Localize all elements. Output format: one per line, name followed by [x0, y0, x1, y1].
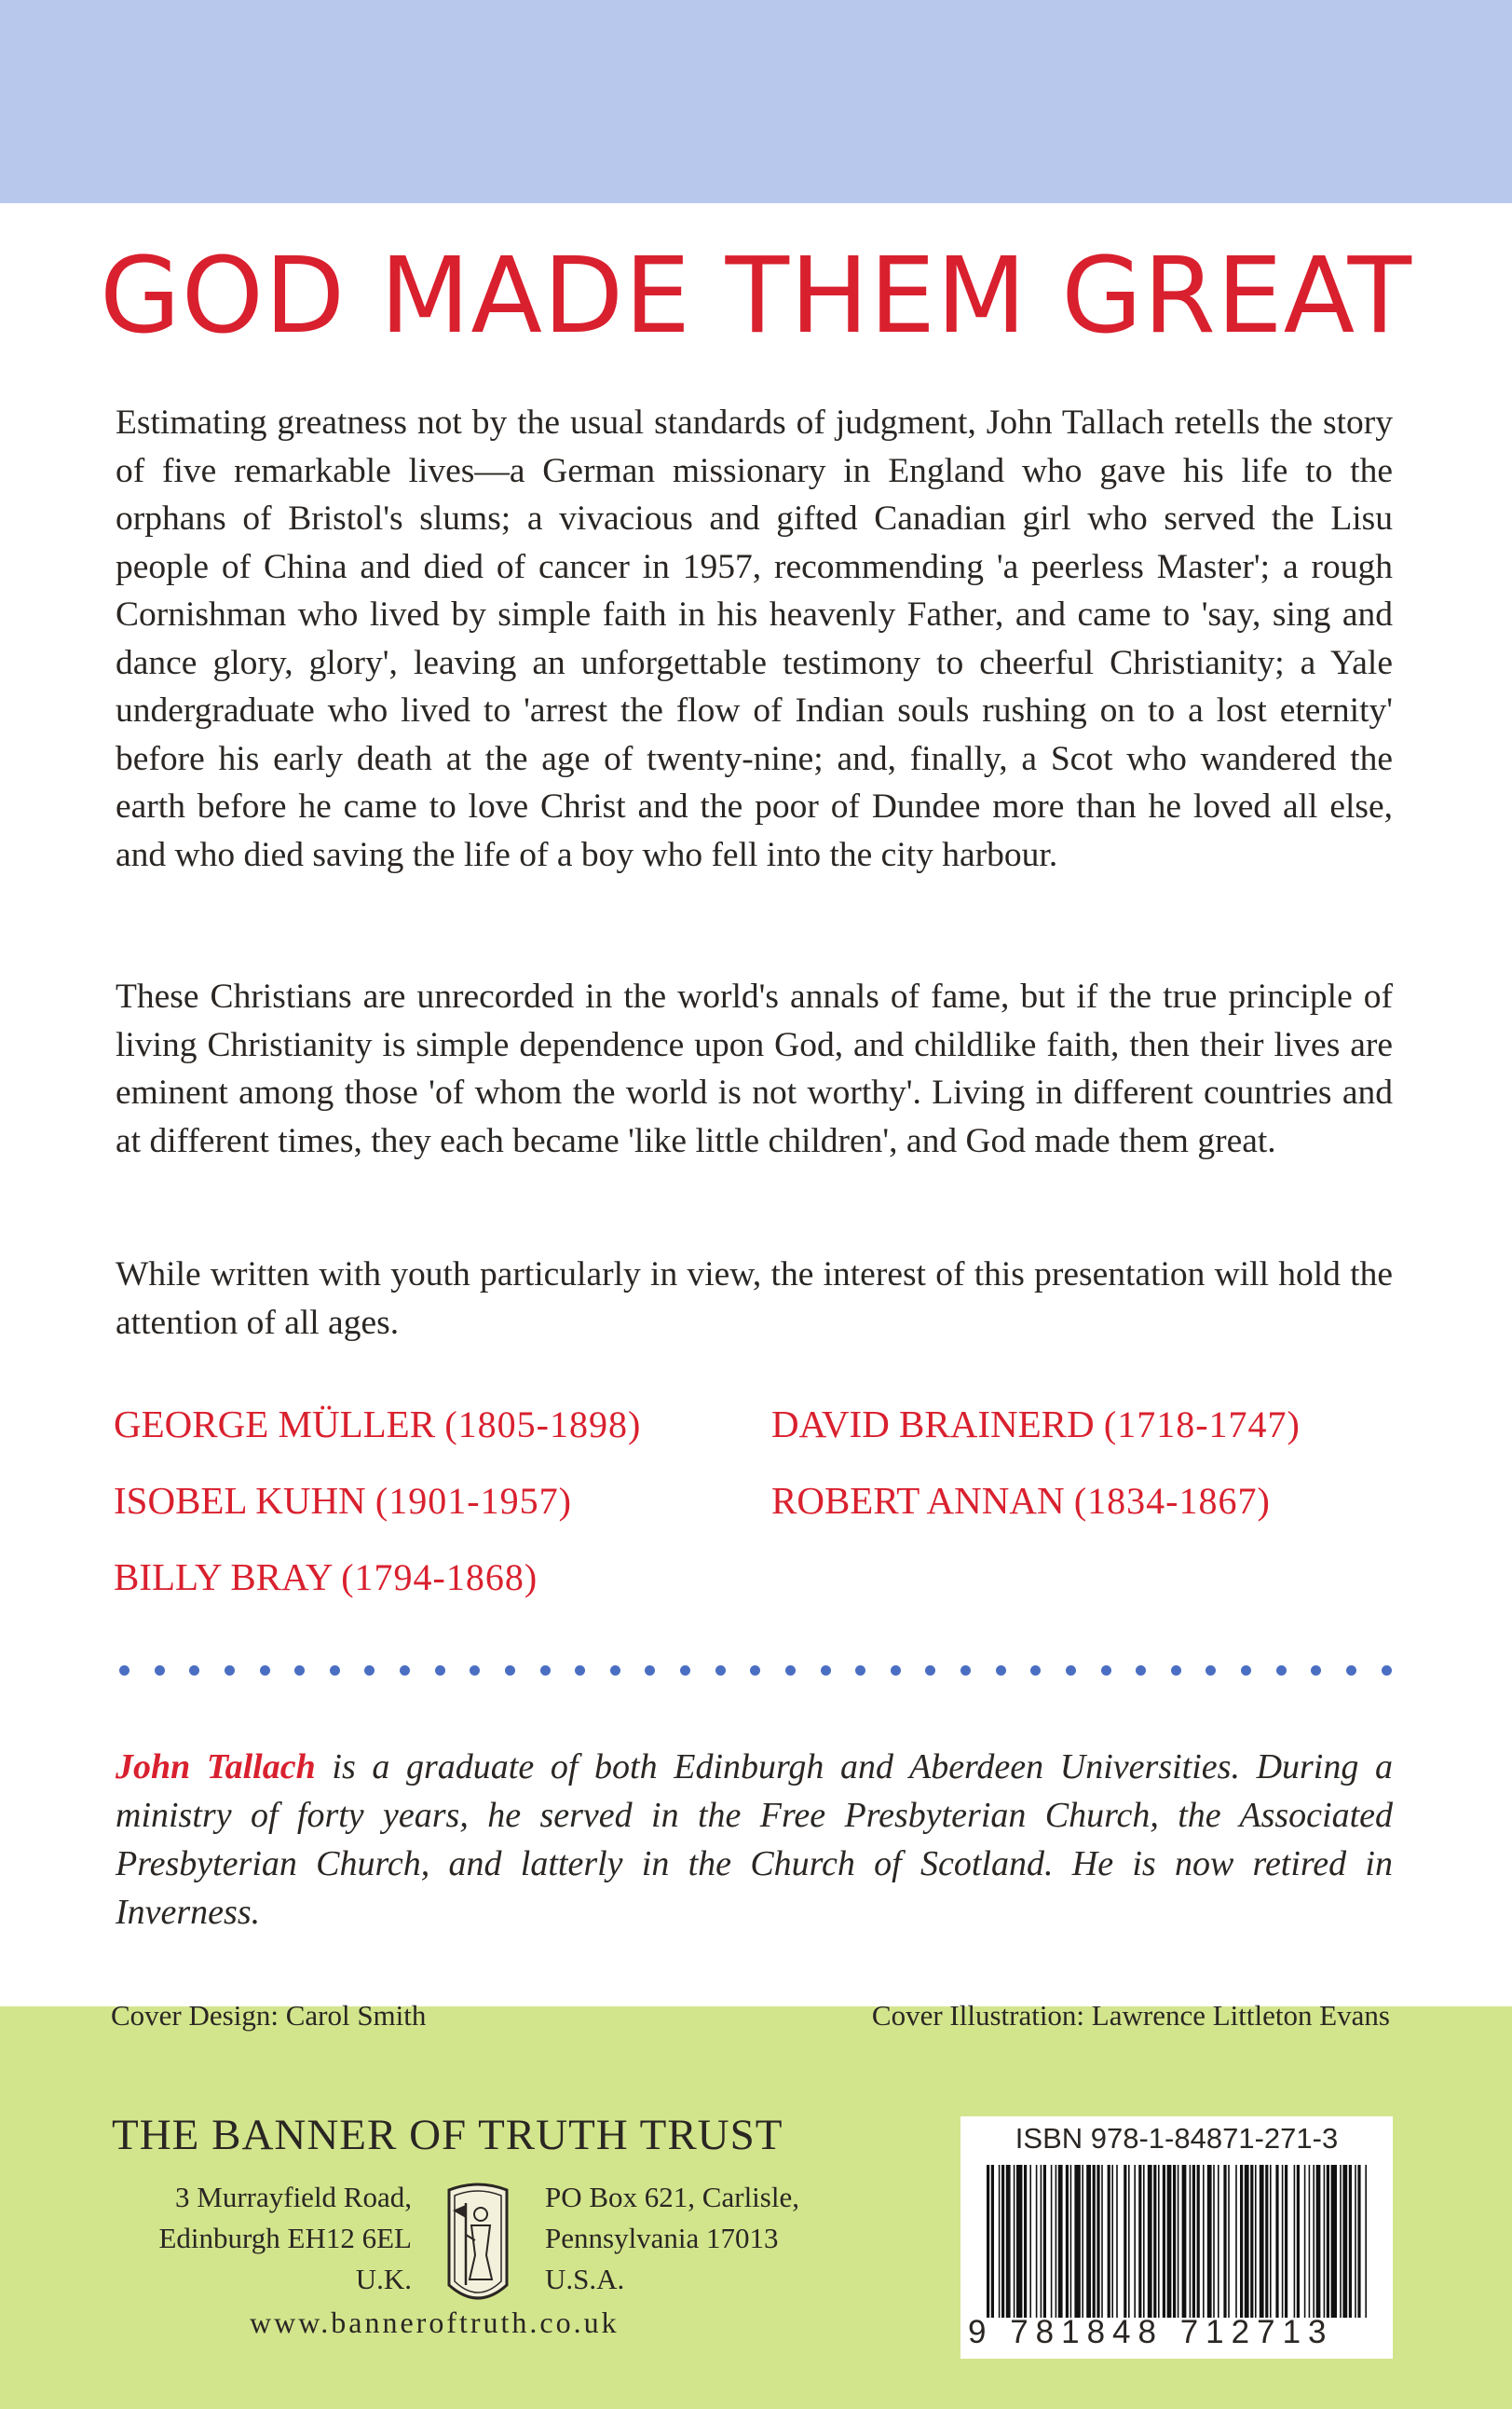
divider-dot	[1171, 1665, 1181, 1676]
divider-dot	[435, 1665, 445, 1676]
life-dates: (1901-1957)	[375, 1480, 572, 1522]
address-line: Edinburgh EH12 6EL	[158, 2222, 412, 2254]
cover-design-credit: Cover Design: Carol Smith	[111, 1999, 427, 2032]
divider-dot	[960, 1665, 971, 1676]
top-color-band	[0, 0, 1512, 203]
divider-dot	[470, 1665, 480, 1676]
life-dates: (1834-1867)	[1073, 1480, 1271, 1522]
divider-dot	[540, 1665, 551, 1676]
divider-dot	[225, 1665, 235, 1676]
divider-dot	[1136, 1665, 1146, 1676]
life-dates: (1718-1747)	[1103, 1403, 1301, 1445]
life-name: ROBERT ANNAN	[771, 1479, 1065, 1522]
address-line: U.S.A.	[545, 2263, 625, 2295]
address-line: 3 Murrayfield Road,	[175, 2181, 412, 2213]
life-entry	[771, 1405, 1301, 1444]
divider-dot	[855, 1665, 865, 1676]
dotted-divider	[119, 1665, 1392, 1677]
divider-dot	[1346, 1665, 1356, 1676]
divider-dot	[785, 1665, 796, 1676]
divider-dot	[505, 1665, 515, 1676]
barcode-digits: 9 781848 712713	[968, 2314, 1334, 2350]
divider-dot	[1382, 1665, 1392, 1676]
divider-dot	[715, 1665, 726, 1676]
cover-illustration-credit: Cover Illustration: Lawrence Littleton Evans	[871, 1999, 1390, 2032]
divider-dot	[400, 1665, 410, 1676]
divider-dot	[1066, 1665, 1076, 1676]
life-entry	[114, 1555, 538, 1598]
life-name: GEORGE MÜLLER	[114, 1403, 436, 1445]
divider-dot	[1030, 1665, 1041, 1676]
divider-dot	[1241, 1665, 1251, 1676]
divider-dot	[610, 1665, 620, 1676]
life-name: DAVID BRAINERD	[771, 1403, 1095, 1445]
divider-dot	[645, 1665, 655, 1676]
divider-dot	[750, 1665, 760, 1676]
life-dates: (1794-1868)	[341, 1556, 538, 1598]
life-name: ISOBEL KUHN	[114, 1479, 366, 1522]
divider-dot	[891, 1665, 901, 1676]
life-dates: (1805-1898)	[444, 1403, 642, 1445]
address-us	[545, 2177, 799, 2300]
isbn-label: ISBN 978-1-84871-271-3	[1015, 2122, 1339, 2155]
address-line: Pennsylvania 17013	[545, 2222, 779, 2254]
address-line: U.K.	[355, 2263, 412, 2295]
divider-dot	[294, 1665, 305, 1676]
divider-dot	[119, 1665, 129, 1676]
publisher-website-link[interactable]: www.banneroftruth.co.uk	[250, 2306, 620, 2339]
divider-dot	[821, 1665, 831, 1676]
isbn-barcode	[960, 2116, 1393, 2359]
author-name: John Tallach	[116, 1747, 316, 1786]
divider-dot	[680, 1665, 690, 1676]
divider-dot	[1206, 1665, 1216, 1676]
banner-emblem-icon	[430, 2175, 525, 2315]
divider-dot	[330, 1665, 340, 1676]
description-paragraph-1: Estimating greatness not by the usual standards of judgment, John Tallach retells the story of five remarkable lives—a German missionary in England who gave his life to the orphans of Bristol's slums; a vivacious and gifted Canadian girl who served the Lisu people of China and died of cancer in 1957, recommending 'a peerless Master'; a rough Cornishman who lived by simple faith in his heavenly Father, and came to 'say, sing and dance glory, glory', leaving an unforgettable testimony to cheerful Christianity; a Yale undergraduate who lived to 'arrest the flow of Indian souls rushing on to a lost eternity' before his early death at the age of twenty-nine; and, finally, a Scot who wandered the earth before he came to love Christ and the poor of Dundee more than he loved all else, and who died saving the life of a boy who fell into the city harbour.	[116, 404, 1393, 874]
publisher-name: THE BANNER OF TRUTH TRUST	[112, 2111, 783, 2159]
divider-dot	[996, 1665, 1006, 1676]
address-uk	[112, 2177, 412, 2300]
description-paragraph-3: While written with youth particularly in view, the interest of this presentation will hold the attention of all ages.	[116, 1255, 1393, 1342]
divider-dot	[1101, 1665, 1111, 1676]
book-title: GOD MADE THEM GREAT	[100, 236, 1412, 357]
life-entry	[114, 1479, 572, 1522]
description-paragraph-2: These Christians are unrecorded in the world's annals of fame, but if the true principle of living Christianity is simple dependence upon God, and childlike faith, then their lives are eminent among those 'of whom the world is not worthy'. Living in different countries and at different times, they each became 'like little children', and God made them great.	[116, 978, 1393, 1160]
life-name: BILLY BRAY	[114, 1555, 332, 1598]
divider-dot	[155, 1665, 165, 1676]
divider-dot	[364, 1665, 375, 1676]
life-entry	[114, 1405, 641, 1444]
divider-dot	[189, 1665, 199, 1676]
author-bio	[116, 1743, 1393, 1937]
divider-dot	[575, 1665, 585, 1676]
divider-dot	[1311, 1665, 1321, 1676]
barcode-icon	[985, 2165, 1369, 2318]
address-line: PO Box 621, Carlisle,	[545, 2181, 799, 2213]
divider-dot	[925, 1665, 935, 1676]
divider-dot	[260, 1665, 270, 1676]
divider-dot	[1276, 1665, 1287, 1676]
life-entry	[771, 1479, 1271, 1522]
author-bio-text: is a graduate of both Edinburgh and Aberdeen Universities. During a ministry of forty years, he served in the Free Presbyterian Church, the Associated Presbyterian Church, and latterly in the Church of Scotland. He is now retired in Inverness.	[116, 1747, 1393, 1932]
